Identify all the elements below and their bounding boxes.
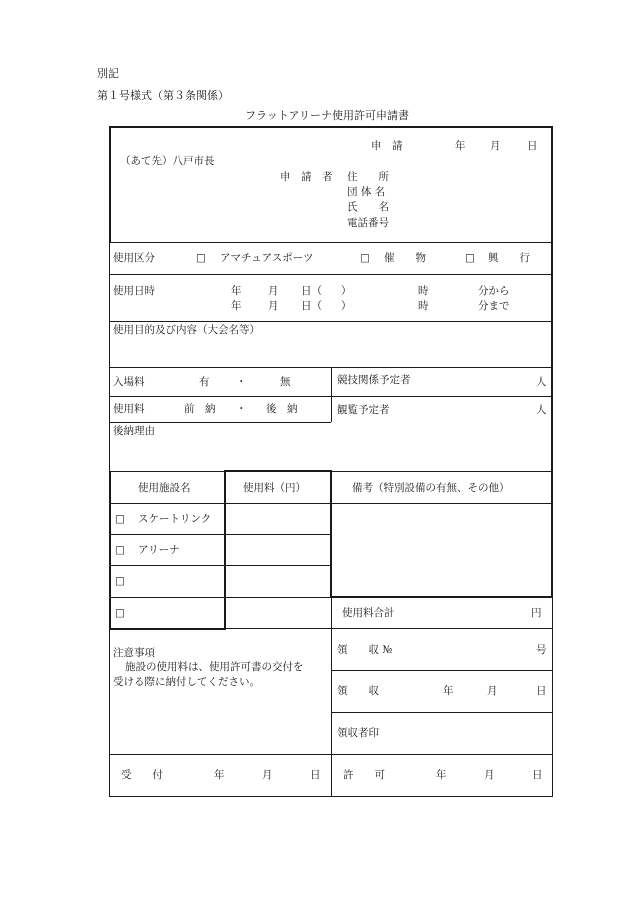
total-divider (331, 597, 332, 797)
facility-box-top (224, 470, 332, 472)
checkbox-blank-2[interactable]: □ (115, 607, 125, 619)
admission-label: 入場料 (113, 376, 145, 388)
address-label: 住 所 (347, 171, 389, 183)
fee-postpay[interactable]: 後 納 (266, 403, 298, 415)
facility-fee-header: 使用料（円） (243, 482, 306, 494)
group-label: 団 体 名 (347, 186, 386, 198)
row-line (109, 242, 553, 243)
facility-name-header: 使用施設名 (138, 482, 191, 494)
spectators-unit: 人 (536, 404, 547, 416)
addressee-label: （あて先）八戸市長 (120, 155, 215, 167)
option-event: 催 物 (384, 252, 426, 264)
row-line (109, 274, 553, 275)
permit-day: 日 (532, 769, 543, 781)
phone-label: 電話番号 (347, 217, 389, 229)
facility-row-line (109, 503, 553, 504)
usage-type-label: 使用区分 (113, 252, 155, 264)
from-hour: 時 (418, 285, 429, 297)
facility-skate-rink: スケートリンク (138, 513, 212, 525)
to-year: 年 (231, 300, 242, 312)
to-minute: 分まで (478, 300, 510, 312)
appendix-label: 別記 (97, 67, 119, 80)
facility-box-bottom (109, 628, 226, 630)
competitors-unit: 人 (536, 376, 547, 388)
applicant-label: 申 請 者 (280, 171, 333, 183)
from-day: 日（ (301, 285, 322, 297)
usage-date-label: 使用日時 (113, 285, 155, 297)
remarks-header: 備考（特別設備の有無、その他） (352, 482, 510, 494)
notes-line-1: 施設の使用料は、使用許可書の交付を (125, 661, 304, 673)
admission-dot: ・ (236, 376, 247, 388)
checkbox-skate-rink[interactable]: □ (115, 513, 125, 525)
receipt-number-unit: 号 (536, 644, 547, 656)
outer-right-border (551, 126, 553, 598)
apply-day-label: 日 (527, 140, 538, 152)
col-line (331, 367, 332, 422)
facility-arena: アリーナ (138, 544, 180, 556)
apply-year-label: 年 (455, 140, 466, 152)
facility-row-line (109, 597, 331, 598)
total-fee-label: 使用料合計 (342, 607, 395, 619)
to-day: 日（ (301, 300, 322, 312)
to-month: 月 (268, 300, 279, 312)
remarks-bottom-thick (331, 596, 553, 598)
form-title: フラットアリーナ使用許可申請書 (245, 109, 410, 122)
notes-title: 注意事項 (113, 647, 155, 659)
row-line (109, 422, 331, 423)
from-minute: 分から (478, 285, 510, 297)
permit-label: 許 可 (343, 769, 385, 781)
apply-date-label: 申 請 (371, 140, 403, 152)
reception-label: 受 付 (121, 769, 163, 781)
footer-top-line (109, 754, 553, 755)
receipt-number-label: 領 収 № (337, 644, 393, 656)
reception-month: 月 (262, 769, 273, 781)
outer-left-border (109, 126, 111, 242)
from-year: 年 (231, 285, 242, 297)
facility-row-line (109, 565, 331, 566)
form-number: 第１号様式（第３条関係） (97, 89, 229, 102)
to-hour: 時 (418, 300, 429, 312)
checkbox-show[interactable]: □ (465, 252, 475, 264)
receipt-row-line (331, 670, 553, 671)
from-paren: ） (341, 285, 352, 297)
checkbox-arena[interactable]: □ (115, 544, 125, 556)
permit-month: 月 (484, 769, 495, 781)
facility-box-left (109, 471, 111, 629)
checkbox-blank-1[interactable]: □ (115, 575, 125, 587)
spectators-label: 観覧予定者 (337, 404, 390, 416)
receipt-year: 年 (443, 685, 454, 697)
postpay-reason-label: 後納理由 (113, 425, 155, 437)
competitors-label: 競技関係予定者 (337, 374, 411, 386)
checkbox-event[interactable]: □ (360, 252, 370, 264)
total-bottom-line (226, 628, 553, 629)
footer-bottom-line (109, 796, 553, 797)
apply-month-label: 月 (490, 140, 501, 152)
reception-year: 年 (214, 769, 225, 781)
facility-box-mid (224, 471, 226, 629)
total-fee-unit: 円 (531, 607, 542, 619)
admission-yes[interactable]: 有 (199, 376, 210, 388)
fee-dot: ・ (236, 403, 247, 415)
name-label: 氏 名 (347, 201, 389, 213)
notes-line-2: 受ける際に納付してください。 (113, 676, 260, 688)
reception-day: 日 (310, 769, 321, 781)
option-show: 興 行 (488, 252, 530, 264)
admission-no[interactable]: 無 (280, 376, 291, 388)
checkbox-amateur-sports[interactable]: □ (196, 252, 206, 264)
receipt-stamp-label: 領収者印 (337, 727, 379, 739)
facility-row-line (109, 534, 331, 535)
receipt-row-line (331, 712, 553, 713)
purpose-label: 使用目的及び内容（大会名等） (113, 324, 260, 336)
permit-year: 年 (436, 769, 447, 781)
option-amateur-sports: アマチュアスポーツ (220, 252, 314, 264)
fee-prepay[interactable]: 前 納 (184, 403, 216, 415)
outer-top-border (109, 126, 553, 128)
receipt-date-label: 領 収 (337, 685, 379, 697)
fee-label: 使用料 (113, 403, 145, 415)
receipt-month: 月 (487, 685, 498, 697)
receipt-day: 日 (536, 685, 547, 697)
to-paren: ） (341, 300, 352, 312)
from-month: 月 (268, 285, 279, 297)
row-line (109, 321, 553, 322)
